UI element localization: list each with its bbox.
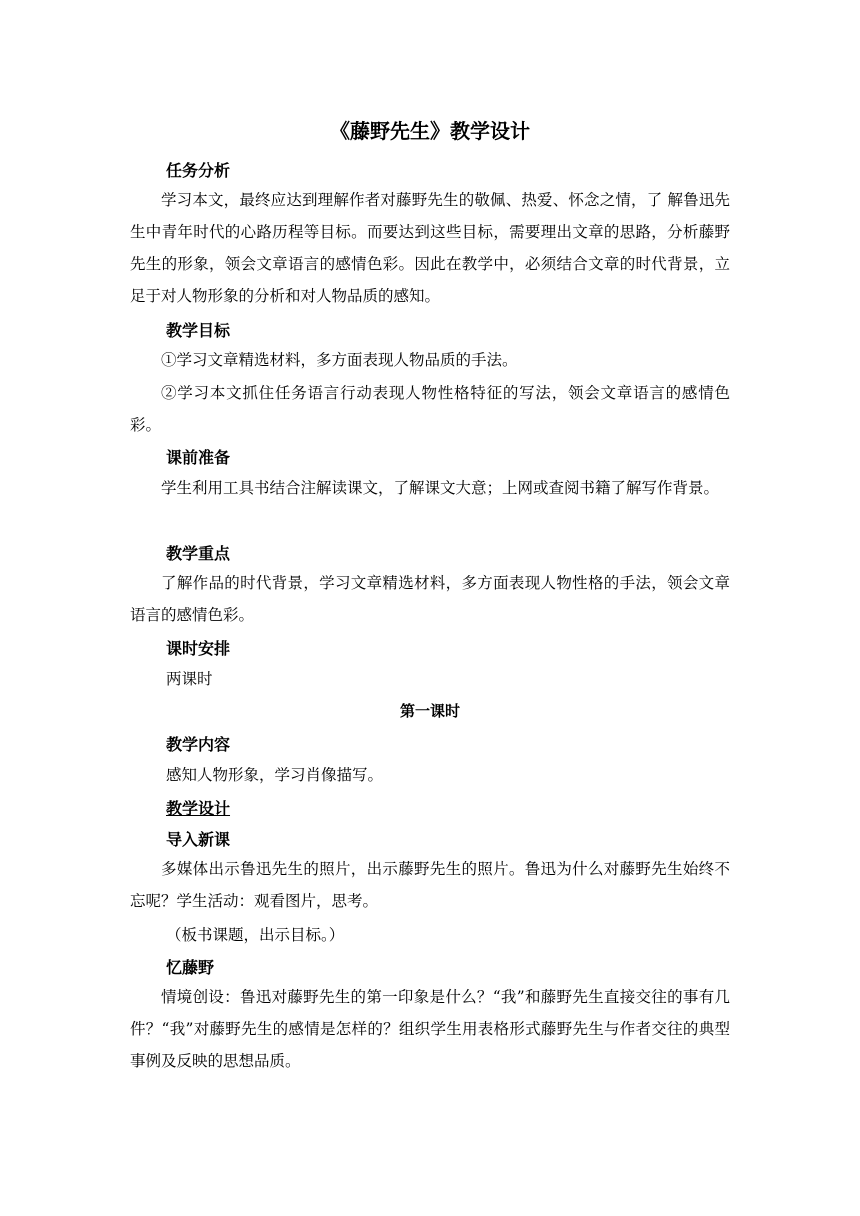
schedule-text: 两课时 bbox=[166, 670, 213, 688]
recall-heading: 忆藤野 bbox=[166, 958, 215, 977]
teaching-design-heading: 教学设计 bbox=[166, 799, 231, 818]
document-title: 《藤野先生》教学设计 bbox=[330, 119, 530, 143]
introduction-note: （板书课题，出示目标。） bbox=[166, 926, 345, 944]
task-analysis-text: 学习本文，最终应达到理解作者对藤野先生的敬佩、热爱、怀念之情，了 解鲁迅先生中青年时代的心路历程等目标。而要达到这些目标，需要理出文章的思路，分析藤野先生的形象，领会文章语言的感情色彩。因此在教学中，必须结合文章的时代背景，立足于对人物形象的分析和对人物品质的感知。 bbox=[130, 191, 730, 305]
lesson-one-heading: 第一课时 bbox=[399, 702, 460, 720]
task-analysis-heading: 任务分析 bbox=[166, 161, 231, 180]
preparation-heading: 课前准备 bbox=[166, 448, 231, 467]
teaching-goal-2: ②学习本文抓住任务语言行动表现人物性格特征的写法，领会文章语言的感情色彩。 bbox=[130, 384, 730, 434]
preparation-text: 学生利用工具书结合注解读课文，了解课文大意；上网或查阅书籍了解写作背景。 bbox=[161, 479, 720, 497]
schedule-heading: 课时安排 bbox=[166, 639, 231, 658]
teaching-goal-1: ①学习文章精选材料，多方面表现人物品质的手法。 bbox=[161, 351, 518, 369]
introduction-heading: 导入新课 bbox=[166, 830, 231, 849]
teaching-focus-heading: 教学重点 bbox=[166, 544, 231, 563]
introduction-text: 多媒体出示鲁迅先生的照片，出示藤野先生的照片。鲁迅为什么对藤野先生始终不忘呢？学生活动：观看图片，思考。 bbox=[130, 860, 730, 910]
teaching-content-heading: 教学内容 bbox=[166, 735, 231, 754]
teaching-goals-heading: 教学目标 bbox=[166, 321, 231, 340]
recall-text: 情境创设：鲁迅对藤野先生的第一印象是什么？“我”和藤野先生直接交往的事有几件？“我”对藤野先生的感情是怎样的？组织学生用表格形式藤野先生与作者交往的典型事例及反映的思想品质。 bbox=[130, 988, 730, 1070]
teaching-focus-text: 了解作品的时代背景，学习文章精选材料，多方面表现人物性格的手法，领会文章语言的感情色彩。 bbox=[130, 574, 730, 624]
teaching-content-text: 感知人物形象，学习肖像描写。 bbox=[166, 766, 384, 784]
